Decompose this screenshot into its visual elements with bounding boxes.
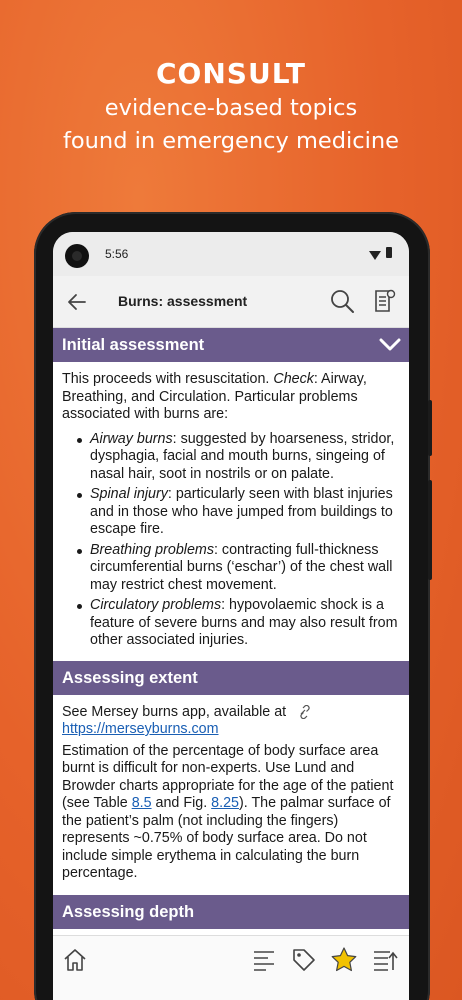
section-body-initial-assessment: [53, 362, 409, 661]
search-icon[interactable]: [329, 288, 355, 314]
promo-subline-2: found in emergency medicine: [62, 128, 399, 154]
mersey-burns-link[interactable]: https://merseyburns.com: [62, 721, 219, 737]
section-body-assessing-extent: [53, 695, 409, 895]
status-bar: [53, 232, 409, 276]
notes-icon[interactable]: [373, 288, 397, 314]
tag-icon[interactable]: [290, 946, 318, 974]
section-title: Initial assessment: [62, 336, 205, 354]
external-link-icon[interactable]: [296, 705, 314, 719]
history-icon[interactable]: [371, 946, 399, 974]
wifi-icon: [369, 251, 381, 260]
system-nav-strip: [53, 983, 409, 1000]
section-title: Assessing depth: [62, 902, 195, 921]
phone-screen: [53, 232, 409, 1000]
battery-icon: [386, 247, 392, 258]
section-title: Assessing extent: [62, 668, 198, 687]
list-item: Spinal injury: particularly seen with blast injuries and in those who have jumped from buildings to escape fire.: [90, 486, 401, 539]
topic-content[interactable]: [53, 328, 409, 938]
section-header-initial-assessment[interactable]: [53, 328, 409, 362]
intro-paragraph: This proceeds with resuscitation. Check: Airway, Breathing, and Circulation. Particular problems associated with burns are:: [62, 371, 367, 422]
promo-subline-1: evidence-based topics: [104, 95, 358, 121]
power-button: [428, 400, 432, 456]
star-icon[interactable]: [330, 946, 358, 974]
volume-button: [428, 480, 432, 580]
problems-list: [62, 431, 401, 650]
section-header-assessing-extent[interactable]: [53, 661, 409, 695]
figure-link[interactable]: 8.25: [211, 795, 239, 811]
list-item: Airway burns: suggested by hoarseness, stridor, dysphagia, facial and mouth burns, singeing of nasal hair, soot in nostrils or on palate.: [90, 431, 401, 484]
page-title: Burns: assessment: [118, 293, 248, 309]
extent-paragraph: Estimation of the percentage of body surface area burnt is difficult for non-experts. Use Lund and Browder charts appropriate for the age of the patient (see Table 8.5 and Fig. 8.25). The palmar surface of the patient’s palm (not including the fingers) represents ~0.75% of body surface area. Do not include simple erythema in calculating the burn percentage.: [62, 742, 394, 881]
section-header-assessing-depth[interactable]: [53, 895, 409, 929]
app-bar: [53, 276, 409, 328]
contents-icon[interactable]: [250, 946, 278, 974]
arrow-left-icon[interactable]: [65, 290, 89, 314]
chevron-down-icon[interactable]: [378, 333, 402, 357]
home-icon[interactable]: [61, 946, 89, 974]
bottom-toolbar: [53, 935, 409, 983]
list-item: Circulatory problems: hypovolaemic shock is a feature of severe burns and may also result from other associated injuries.: [90, 597, 401, 650]
status-time: 5:56: [105, 247, 129, 261]
table-link[interactable]: 8.5: [131, 795, 152, 811]
promo-headline: CONSULT: [156, 57, 306, 90]
front-camera: [65, 244, 89, 268]
list-item: Breathing problems: contracting full-thickness circumferential burns (‘eschar’) of the chest wall may restrict chest movement.: [90, 542, 401, 595]
promo-header: [0, 56, 462, 158]
app-paragraph: See Mersey burns app, available at https://merseyburns.com: [62, 704, 401, 739]
